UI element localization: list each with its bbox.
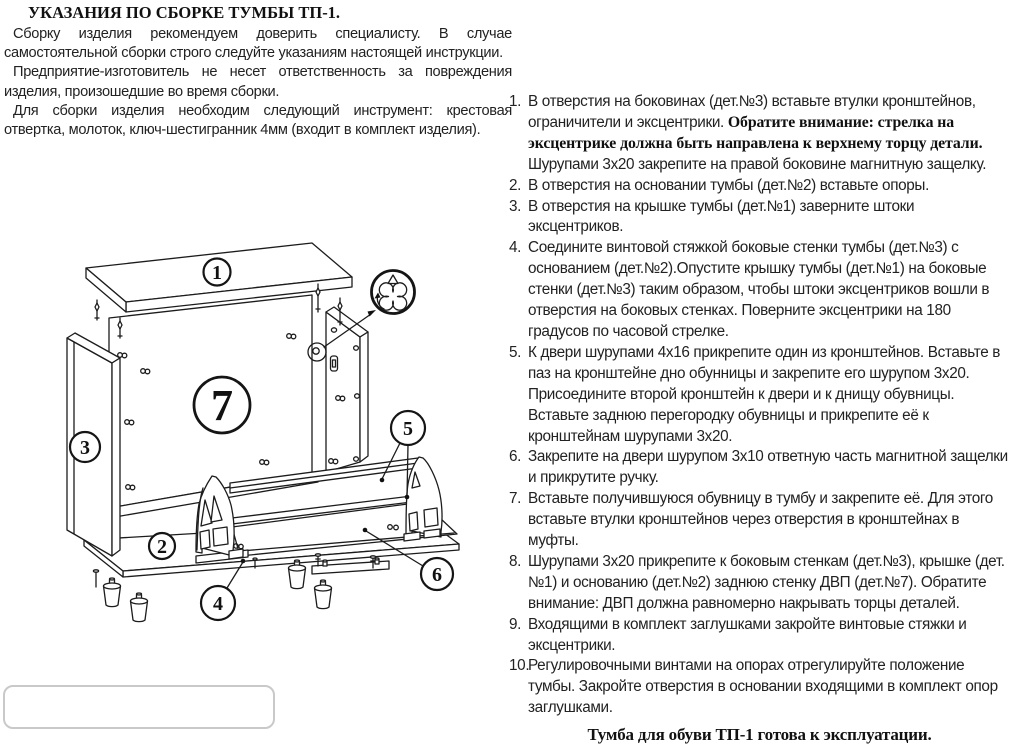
right-side-panel bbox=[326, 307, 368, 472]
step-number: 10. bbox=[509, 657, 530, 675]
assembly-step bbox=[509, 343, 1010, 448]
step-text: В отверстия на боковинах (дет.№3) вставьте втулки кронштейнов, ограничители и эксцентрики. bbox=[528, 93, 976, 131]
step-number: 9. bbox=[509, 615, 522, 633]
step-number: 3. bbox=[509, 197, 522, 215]
assembly-step bbox=[509, 197, 1010, 239]
document-title: УКАЗАНИЯ ПО СБОРКЕ ТУМБЫ ТП-1. bbox=[28, 3, 341, 22]
step-text: Регулировочными винтами на опорах отрегулируйте положение тумбы. Закройте отверстия в основании входящими в комплект опор заглушками. bbox=[528, 657, 998, 717]
step-text: Вставьте получившуюся обувницу в тумбу и закрепите её. Для этого вставьте втулки кронштейнов через отверстия в кронштейнах в муфты. bbox=[528, 490, 993, 550]
step-text: В отверстия на крышке тумбы (дет.№1) заверните штоки эксцентриков. bbox=[528, 197, 915, 236]
assembly-step bbox=[509, 656, 1010, 719]
assembly-step bbox=[509, 489, 1010, 552]
step-text: Закрепите на двери шурупом 3х10 ответную часть магнитной защелки и прикрутите ручку. bbox=[528, 448, 1008, 487]
step-number: 5. bbox=[509, 343, 522, 361]
step-text: Входящими в комплект заглушками закройте винтовые стяжки и эксцентрики. bbox=[528, 615, 967, 654]
assembly-step bbox=[509, 176, 1010, 197]
intro-paragraph: Предприятие-изготовитель не несет ответственность за повреждения изделия, произошедшие во время сборки. bbox=[4, 64, 512, 100]
foot bbox=[131, 593, 148, 622]
step-text-after: Шурупами 3х20 закрепите на правой боковине магнитную защелку. bbox=[528, 155, 987, 173]
foot bbox=[289, 560, 306, 589]
assembly-step bbox=[509, 615, 1010, 657]
intro-section bbox=[4, 3, 512, 140]
step-number: 7. bbox=[509, 490, 522, 508]
foot bbox=[104, 578, 121, 607]
step-text: К двери шурупами 4х16 прикрепите один из кронштейнов. Вставьте в паз на кронштейне дно обунницы и закрепите его шурупом 3х20. Присоедините второй кронштейн к двери и к днищу обувницы. Вставьте заднюю перегородку обувницы и прикрепите её к кронштейнам шурупами 3х20. bbox=[528, 343, 1001, 445]
step-number: 8. bbox=[509, 552, 522, 570]
adjusting-screw bbox=[93, 570, 98, 587]
step-number: 4. bbox=[509, 239, 522, 257]
steps-list bbox=[509, 92, 1010, 746]
cut-off-content-box bbox=[3, 685, 275, 729]
step-text: В отверстия на основании тумбы (дет.№2) вставьте опоры. bbox=[528, 176, 929, 194]
assembly-step bbox=[509, 92, 1010, 176]
step-number: 6. bbox=[509, 448, 522, 466]
part-number: 6 bbox=[432, 564, 442, 586]
step-text: Шурупами 3х20 прикрепите к боковым стенкам (дет.№3), крышке (дет.№1) и основанию (дет.№2) заднюю стенку ДВП (дет.№7). Обратите внимание: ДВП должна равномерно накрывать торцы деталей. bbox=[528, 552, 1005, 612]
part-number: 7 bbox=[211, 381, 233, 430]
step-bold-text: Обратите внимание: стрелка на эксцентрике должна быть направлена к верхнему торцу детали. bbox=[528, 113, 983, 152]
assembly-step bbox=[509, 238, 1010, 343]
part-number: 5 bbox=[403, 418, 413, 440]
foot bbox=[315, 580, 332, 609]
step-text: Соедините винтовой стяжкой боковые стенки тумбы (дет.№3) с основанием (дет.№2).Опустите крышку тумбы (дет.№1) на боковые стенки (дет.№3) таким образом, чтобы штоки эксцентриков вошли в отверстия на боковых стенках. Поверните эксцентрики на 180 градусов по часовой стрелке. bbox=[528, 239, 990, 340]
part-number: 4 bbox=[213, 593, 223, 615]
closing-line: Тумба для обуви ТП-1 готова к эксплуатации. bbox=[587, 725, 932, 745]
intro-paragraph: Для сборки изделия необходим следующий инструмент: крестовая отвертка, молоток, ключ-шестигранник 4мм (входит в комплект изделия). bbox=[4, 102, 512, 139]
part-number: 3 bbox=[80, 437, 90, 459]
part-number: 2 bbox=[157, 536, 167, 558]
step-number: 2. bbox=[509, 176, 522, 194]
assembly-step bbox=[509, 447, 1010, 489]
step-number: 1. bbox=[509, 93, 522, 110]
intro-paragraph: Сборку изделия рекомендуем доверить специалисту. В случае самостоятельной сборки строго следуйте указаниям настоящей инструкции. bbox=[4, 26, 512, 62]
assembly-diagram bbox=[0, 230, 512, 650]
part-number: 1 bbox=[212, 262, 222, 284]
assembly-step bbox=[509, 552, 1010, 615]
